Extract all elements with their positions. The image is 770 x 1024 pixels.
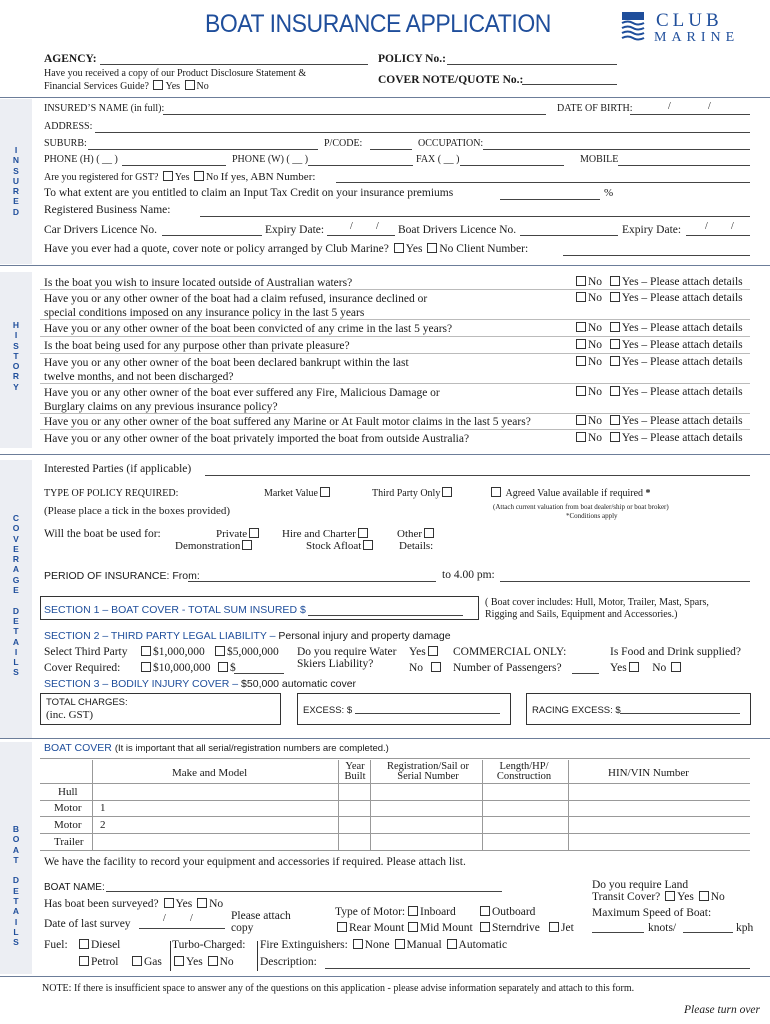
boat-name-field[interactable] — [106, 891, 502, 892]
logo-text-marine: MARINE — [654, 30, 740, 45]
club-marine-logo-icon — [620, 10, 646, 42]
suburb-field[interactable] — [88, 149, 318, 150]
row-motor2-num: 2 — [100, 819, 106, 831]
type-motor-label: Type of Motor: — [335, 906, 406, 918]
insured-name-label: INSURED’S NAME (in full): — [44, 103, 165, 114]
stock-afloat-option[interactable]: Stock Afloat — [306, 540, 375, 552]
type-policy-label: TYPE OF POLICY REQUIRED: — [44, 488, 179, 499]
excess-field[interactable] — [355, 713, 500, 714]
history-q6: Have you or any other owner of the boat ever suffered any Fire, Malicious Damage or Burglary claims on any previous insurance policy? — [44, 387, 440, 413]
car-licence-label: Car Drivers Licence No. — [44, 224, 158, 236]
dob-label: DATE OF BIRTH: — [557, 103, 633, 114]
period-to-field[interactable] — [500, 581, 750, 582]
boat-cover-note: ( Boat cover includes: Hull, Motor, Trailer, Mast, Spars, Rigging and Sails, Equipment and Accessories.) — [485, 597, 709, 620]
private-option[interactable]: Private — [216, 528, 261, 540]
boat-cover-heading: BOAT COVER (It is important that all serial/registration numbers are completed.) — [44, 742, 389, 754]
fax-field[interactable] — [460, 165, 564, 166]
diesel-option[interactable]: Diesel — [77, 939, 120, 951]
cover-req-label: Cover Required: — [44, 662, 121, 674]
boat-name-label: BOAT NAME: — [44, 882, 105, 893]
gst-question: Are you registered for GST? Yes No If yes, ABN Number: — [44, 171, 316, 183]
history-q1: Is the boat you wish to insure located outside of Australian waters? — [44, 277, 353, 289]
footer-note: NOTE: If there is insufficient space to answer any of the questions on this application - please advise information separately and attach to this form. — [42, 983, 635, 994]
car-expiry-sep-1: / — [350, 221, 353, 232]
conditions-note: *Conditions apply — [566, 512, 618, 520]
dob-separator-1: / — [668, 101, 671, 112]
agency-label: AGENCY: — [44, 53, 97, 65]
address-field[interactable] — [95, 132, 750, 133]
insured-side-label: I N S U R E D — [12, 145, 20, 217]
facility-note: We have the facility to record your equipment and accessories if required. Please attach list. — [44, 856, 466, 868]
boat-expiry-sep-2: / — [731, 221, 734, 232]
period-label: PERIOD OF INSURANCE: From: — [44, 570, 200, 582]
phone-work-field[interactable] — [308, 165, 413, 166]
section1-label: SECTION 1 – BOAT COVER - TOTAL SUM INSURED $ — [44, 604, 306, 616]
petrol-option[interactable]: Petrol — [77, 956, 118, 968]
fire-auto-checkbox[interactable] — [447, 939, 457, 949]
fax-label: FAX ( __ ) — [416, 154, 460, 165]
inc-gst-label: (inc. GST) — [46, 709, 94, 721]
phone-home-label: PHONE (H) ( __ ) — [44, 154, 118, 165]
boat-expiry-sep-1: / — [705, 221, 708, 232]
pds-question-cont: Financial Services Guide? Yes No — [44, 81, 209, 92]
period-from-field[interactable] — [188, 581, 436, 582]
itc-field[interactable] — [500, 199, 600, 200]
section3-label: SECTION 3 – BODILY INJURY COVER – $50,000 automatic cover — [44, 678, 357, 690]
row-motor1-num: 1 — [100, 802, 106, 814]
col-make-model: Make and Model — [172, 767, 248, 779]
history-a5[interactable]: No Yes – Please attach details — [574, 356, 743, 368]
history-side-label: H I S T O R Y — [12, 320, 20, 392]
knots-field[interactable] — [592, 932, 644, 933]
commercial-label: COMMERCIAL ONLY: — [453, 646, 567, 658]
boat-expiry-field[interactable] — [686, 235, 750, 236]
mid-mount-option[interactable]: Mid Mount — [406, 922, 473, 934]
land-transit-no-checkbox[interactable] — [699, 891, 709, 901]
percent-sign: % — [604, 187, 614, 199]
mobile-field[interactable] — [618, 165, 750, 166]
details-label: Details: — [399, 540, 434, 552]
racing-excess-label: RACING EXCESS: $ — [532, 705, 621, 716]
page-title: BOAT INSURANCE APPLICATION — [205, 10, 551, 38]
history-a6[interactable]: No Yes – Please attach details — [574, 386, 743, 398]
policy-no-field[interactable] — [447, 64, 617, 65]
occupation-field[interactable] — [483, 149, 750, 150]
history-q8: Have you or any other owner of the boat privately imported the boat from outside Australia? — [44, 433, 470, 445]
history-q2: Have you or any other owner of the boat had a claim refused, insurance declined or special conditions imposed on any insurance policy in the last 5 years — [44, 293, 428, 319]
insured-name-field[interactable] — [163, 114, 546, 115]
boat-side-label: B O A T D E T A I L S — [12, 824, 20, 948]
agreed-value-option[interactable]: Agreed Value available if required * — [489, 487, 651, 499]
row-hull-label: Hull — [58, 786, 78, 798]
suburb-label: SUBURB: — [44, 138, 87, 149]
hire-charter-option[interactable]: Hire and Charter — [282, 528, 370, 540]
land-transit-question: Do you require Land Transit Cover? Yes No — [592, 879, 725, 903]
attach-valuation-note: (Attach current valuation from boat dealer/ship or boat broker) — [493, 503, 669, 511]
interested-parties-field[interactable] — [205, 475, 750, 476]
reg-business-label: Registered Business Name: — [44, 204, 171, 216]
phone-work-label: PHONE (W) ( __ ) — [232, 154, 309, 165]
history-a2[interactable]: No Yes – Please attach details — [574, 292, 743, 304]
pcode-label: P/CODE: — [324, 138, 363, 149]
col-year-built: Year Built — [344, 761, 366, 782]
quote-yes-checkbox[interactable] — [394, 243, 404, 253]
cover-note-field[interactable] — [522, 84, 617, 85]
surveyed-question: Has boat been surveyed? Yes No — [44, 898, 224, 910]
coverage-side-label: C O V E R A G E D E T A I L S — [12, 513, 20, 678]
pds-yes-checkbox[interactable] — [153, 80, 163, 90]
fire-none-checkbox[interactable] — [353, 939, 363, 949]
policy-no-label: POLICY No.: — [378, 53, 446, 65]
boat-licence-field[interactable] — [520, 235, 618, 236]
col-registration: Registration/Sail or Serial Number — [387, 761, 469, 782]
description-field[interactable] — [325, 968, 750, 969]
used-for-label: Will the boat be used for: — [44, 528, 161, 540]
address-label: ADDRESS: — [44, 121, 93, 132]
sterndrive-option[interactable]: Sterndrive — [478, 922, 540, 934]
occupation-label: OCCUPATION: — [418, 138, 484, 149]
water-skiers-no[interactable]: No — [409, 662, 443, 674]
row-trailer-label: Trailer — [54, 836, 84, 848]
fire-ext-label: Fire Extinguishers: None Manual Automatic — [260, 939, 508, 951]
tp-other-option[interactable]: $ — [216, 662, 236, 674]
history-q5: Have you or any other owner of the boat been declared bankrupt within the last twelve months, and not been discharged? — [44, 357, 409, 383]
mobile-label: MOBILE — [580, 154, 619, 165]
reg-business-field[interactable] — [200, 216, 750, 217]
history-a7[interactable]: No Yes – Please attach details — [574, 415, 743, 427]
history-q4: Is the boat being used for any purpose other than private pleasure? — [44, 340, 350, 352]
car-expiry-sep-2: / — [376, 221, 379, 232]
history-q7: Have you or any other owner of the boat suffered any Marine or At Fault motor claims in the last 5 years? — [44, 416, 531, 428]
racing-excess-field[interactable] — [620, 713, 740, 714]
client-number-field[interactable] — [563, 255, 750, 256]
tp-5m-option[interactable]: $5,000,000 — [213, 646, 279, 658]
fire-manual-checkbox[interactable] — [395, 939, 405, 949]
history-a1[interactable]: No Yes – Please attach details — [574, 276, 743, 288]
pds-question: Have you received a copy of our Product Disclosure Statement & — [44, 68, 307, 79]
knots-label: knots/ — [648, 922, 677, 934]
logo-text-club: CLUB — [656, 10, 723, 31]
select-tp-label: Select Third Party — [44, 646, 128, 658]
car-expiry-field[interactable] — [327, 235, 395, 236]
car-licence-field[interactable] — [162, 235, 262, 236]
last-survey-field[interactable] — [139, 928, 225, 929]
history-a4[interactable]: No Yes – Please attach details — [574, 339, 743, 351]
turbo-label: Turbo-Charged: — [172, 939, 246, 951]
tp-1m-option[interactable]: $1,000,000 — [139, 646, 205, 658]
tp-other-field[interactable] — [234, 673, 284, 674]
period-to-label: to 4.00 pm: — [442, 569, 495, 581]
other-option[interactable]: Other — [397, 528, 436, 540]
gas-option[interactable]: Gas — [130, 956, 162, 968]
row-motor2-label: Motor — [54, 819, 82, 831]
gst-yes-checkbox[interactable] — [163, 171, 173, 181]
description-label: Description: — [260, 956, 317, 968]
surveyed-yes-checkbox[interactable] — [164, 898, 174, 908]
pcode-field[interactable] — [370, 149, 412, 150]
sum-insured-field[interactable] — [308, 615, 463, 616]
history-a3[interactable]: No Yes – Please attach details — [574, 322, 743, 334]
boat-licence-label: Boat Drivers Licence No. — [398, 224, 517, 236]
history-q3: Have you or any other owner of the boat been convicted of any crime in the last 5 years? — [44, 323, 453, 335]
interested-parties-label: Interested Parties (if applicable) — [44, 463, 192, 475]
col-hin-vin: HIN/VIN Number — [608, 767, 689, 779]
agency-field[interactable] — [100, 64, 368, 65]
fuel-label: Fuel: — [44, 939, 68, 951]
row-motor1-label: Motor — [54, 802, 82, 814]
attach-copy-note: Please attach copy — [231, 910, 291, 934]
jet-option[interactable]: Jet — [547, 922, 574, 934]
excess-label: EXCESS: $ — [303, 705, 353, 716]
food-drink-question: Is Food and Drink supplied? — [610, 646, 741, 658]
inboard-option[interactable]: Inboard — [406, 906, 456, 918]
kph-label: kph — [736, 922, 754, 934]
section2-label: SECTION 2 – THIRD PARTY LEGAL LIABILITY – Personal injury and property damage — [44, 630, 451, 642]
cover-note-label: COVER NOTE/QUOTE No.: — [378, 74, 524, 86]
demonstration-option[interactable]: Demonstration — [175, 540, 254, 552]
quote-no-checkbox[interactable] — [427, 243, 437, 253]
survey-sep-2: / — [190, 913, 193, 924]
num-passengers-label: Number of Passengers? — [453, 662, 562, 674]
surveyed-no-checkbox[interactable] — [197, 898, 207, 908]
abn-field[interactable] — [336, 182, 750, 183]
itc-question: To what extent are you entitled to claim an Input Tax Credit on your insurance premiums — [44, 187, 454, 199]
please-turn-over: Please turn over — [684, 1004, 761, 1016]
phone-home-field[interactable] — [122, 165, 226, 166]
dob-separator-2: / — [708, 101, 711, 112]
third-party-only-option[interactable]: Third Party Only — [372, 487, 454, 499]
car-expiry-label: Expiry Date: — [265, 224, 325, 236]
turbo-answer[interactable]: Yes No — [172, 956, 234, 968]
max-speed-label: Maximum Speed of Boat: — [592, 907, 712, 919]
tick-note: (Please place a tick in the boxes provided) — [44, 505, 231, 517]
tp-10m-option[interactable]: $10,000,000 — [139, 662, 211, 674]
water-skiers-yes[interactable]: Yes — [409, 646, 440, 658]
water-skiers-question: Do you require Water Skiers Liability? — [297, 646, 397, 670]
col-length: Length/HP/ Construction — [496, 761, 552, 782]
num-passengers-field[interactable] — [572, 673, 599, 674]
land-transit-yes-checkbox[interactable] — [665, 891, 675, 901]
kph-field[interactable] — [683, 932, 733, 933]
total-charges-label: TOTAL CHARGES: — [46, 697, 128, 708]
food-drink-answer[interactable]: Yes No — [610, 662, 683, 674]
last-survey-label: Date of last survey — [44, 918, 131, 930]
pds-no-checkbox[interactable] — [185, 80, 195, 90]
survey-sep-1: / — [163, 913, 166, 924]
history-a8[interactable]: No Yes – Please attach details — [574, 432, 743, 444]
dob-field[interactable] — [630, 114, 750, 115]
gst-no-checkbox[interactable] — [194, 171, 204, 181]
boat-expiry-label: Expiry Date: — [622, 224, 682, 236]
quote-question: Have you ever had a quote, cover note or policy arranged by Club Marine? Yes No Client Number: — [44, 243, 529, 255]
rear-mount-option[interactable]: Rear Mount — [335, 922, 404, 934]
market-value-option[interactable]: Market Value — [264, 487, 332, 499]
outboard-option[interactable]: Outboard — [478, 906, 535, 918]
